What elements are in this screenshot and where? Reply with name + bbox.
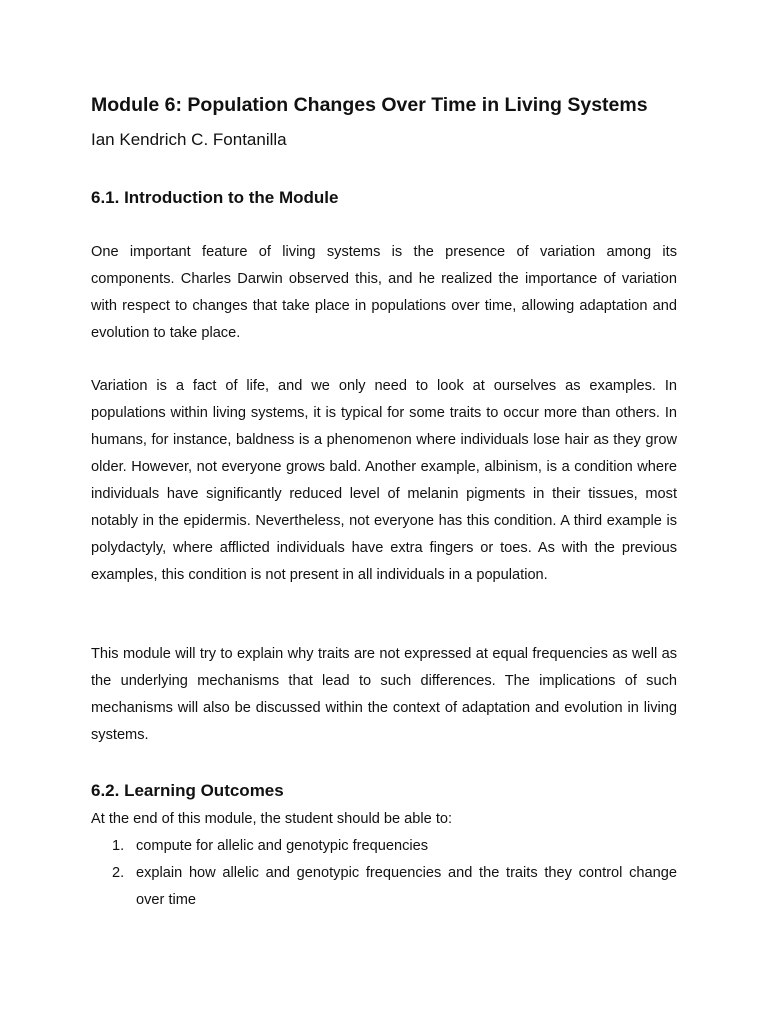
learning-outcomes-lead: At the end of this module, the student should be able to: bbox=[91, 811, 453, 827]
section-heading-introduction: 6.1. Introduction to the Module bbox=[91, 188, 339, 207]
learning-outcomes-list bbox=[91, 833, 677, 914]
intro-paragraph: Variation is a fact of life, and we only need to look at ourselves as examples. In populations within living systems, it is typical for some traits to occur more than others. In humans, for instance, baldness is a phenomenon where individuals lose hair as they grow older. However, not everyone grows bald. Another example, albinism, is a condition where individuals have significantly reduced level of melanin pigments in their tissues, most notably in the epidermis. Nevertheless, not everyone has this condition. A third example is polydactyly, where afflicted individuals have extra fingers or toes. As with the previous examples, this condition is not present in all individuals in a population. bbox=[91, 378, 677, 583]
author-name: Ian Kendrich C. Fontanilla bbox=[91, 130, 287, 149]
list-item bbox=[91, 860, 677, 914]
section-heading-learning-outcomes: 6.2. Learning Outcomes bbox=[91, 781, 284, 800]
list-item-text: compute for allelic and genotypic frequencies bbox=[136, 838, 429, 854]
list-item-number: 2. bbox=[112, 865, 125, 881]
list-item-number: 1. bbox=[112, 838, 125, 854]
list-item-text: explain how allelic and genotypic frequencies and the traits they control change over time bbox=[136, 865, 677, 908]
intro-paragraph: This module will try to explain why traits are not expressed at equal frequencies as well as the underlying mechanisms that lead to such differences. The implications of such mechanisms will also be discussed within the context of adaptation and evolution in living systems. bbox=[91, 646, 677, 743]
document-title: Module 6: Population Changes Over Time in Living Systems bbox=[91, 94, 648, 116]
intro-paragraph: One important feature of living systems is the presence of variation among its components. Charles Darwin observed this, and he realized the importance of variation with respect to changes that take place in populations over time, allowing adaptation and evolution to take place. bbox=[91, 244, 677, 341]
list-item bbox=[91, 833, 677, 860]
